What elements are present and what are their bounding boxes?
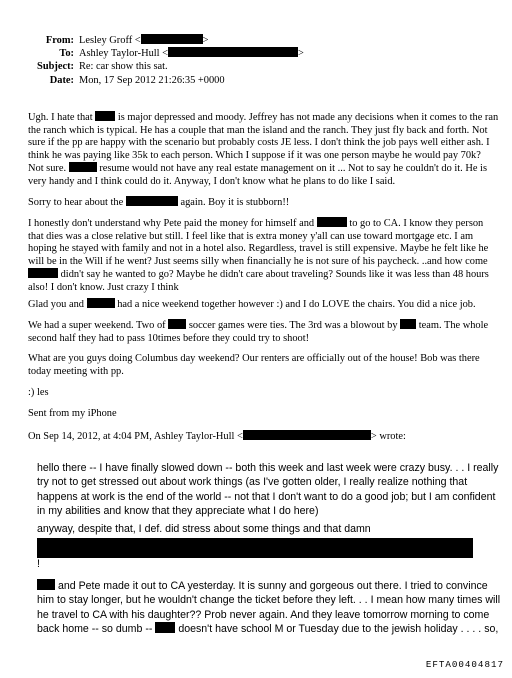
redaction-box bbox=[69, 162, 97, 172]
to-name: Ashley Taylor-Hull < bbox=[79, 48, 168, 59]
bracket: > bbox=[202, 35, 209, 46]
date-value: Mon, 17 Sep 2012 21:26:35 +0000 bbox=[79, 75, 225, 86]
text: We had a super weekend. Two of bbox=[28, 320, 166, 331]
text: again. Boy it is stubborn!! bbox=[180, 197, 290, 208]
redaction-box bbox=[95, 111, 115, 121]
sent-from-line: Sent from my iPhone bbox=[28, 408, 117, 419]
text-line: hello there -- I have finally slowed down -- both this week and last week were crazy busy. . . I really bbox=[37, 462, 499, 474]
text: doesn't have school M or Tuesday due to the jewish holiday . . . . so, bbox=[178, 623, 499, 636]
text-line bbox=[37, 579, 492, 593]
text: and Pete made it out to CA yesterday. It is sunny and gorgeous out there. I tried to convince bbox=[57, 580, 488, 592]
bates-number: EFTA00404817 bbox=[425, 659, 504, 670]
text: back home -- so dumb -- bbox=[37, 623, 153, 636]
text-line: today meeting with pp. bbox=[28, 365, 124, 377]
quoted-exclamation: ! bbox=[37, 558, 40, 570]
text-line: will be in the Will if he went? Just seems silly when financially he is not sure of his paycheck. ..and how come bbox=[28, 255, 488, 267]
text: didn't say he wanted to go? Maybe he didn't care about traveling? Sounds like it was less than 48 hours bbox=[60, 269, 489, 281]
text: had a nice weekend together however :) and I do LOVE the chairs. You did a nice job. bbox=[117, 299, 476, 310]
text-line: anyway, despite that, I def. did stress about some things and that damn bbox=[37, 523, 371, 535]
text-line bbox=[28, 268, 490, 282]
quoted-paragraph-2 bbox=[37, 522, 492, 536]
body-paragraph-6 bbox=[28, 353, 490, 378]
redaction-box bbox=[317, 217, 347, 227]
redaction-box bbox=[37, 579, 55, 590]
redaction-box bbox=[243, 430, 371, 440]
text-line: he travel to CA with his daughter?? Prob never again. And they leave tomorrow morning to come bbox=[37, 608, 490, 621]
text: to go to CA. I know they person bbox=[349, 218, 484, 229]
text: Not sure. bbox=[28, 163, 67, 175]
text-line: the ranch which is typical. He has a couple that man the island and the ranch. They just fly back and forth. Not bbox=[28, 124, 488, 136]
text-line bbox=[28, 196, 490, 210]
text-line: hoping he stayed with family and not in a hotel also. Regardless, travel is still expensive. Maybe he felt like he bbox=[28, 243, 489, 255]
from-value bbox=[79, 34, 209, 48]
date-row bbox=[0, 74, 512, 88]
date-label: Date: bbox=[49, 75, 74, 86]
to-row bbox=[0, 47, 512, 61]
text-line bbox=[28, 162, 490, 176]
text-line bbox=[28, 430, 490, 444]
redaction-box bbox=[168, 319, 186, 329]
text-line bbox=[28, 319, 490, 333]
text-line: try not to get stressed out about work things (as I've gotten older, I really realize nothing that bbox=[37, 476, 468, 489]
body-paragraph-2 bbox=[28, 196, 490, 210]
text-line: in my abilities and know that they appreciate what I do here) bbox=[37, 505, 319, 518]
text: Ugh. I hate that bbox=[28, 112, 93, 123]
text-line: happens at work is the end of the world -- not that I don't want to do a good job; but I am confident bbox=[37, 490, 496, 503]
text-line bbox=[28, 217, 490, 231]
text-line: very handy and I think could do it. Anyway, I don't know what he plans to do like I said. bbox=[28, 175, 396, 187]
body-paragraph-4 bbox=[28, 298, 490, 312]
text: soccer games were ties. The 3rd was a blowout by bbox=[188, 320, 398, 331]
text-line: that dies was a close relative but still. I feel like that is extra money y'all can use toward mortgage etc. I am bbox=[28, 230, 474, 242]
redaction-box bbox=[155, 622, 175, 633]
body-paragraph-3 bbox=[28, 217, 490, 295]
text: is major depressed and moody. Jeffrey has not made any decisions when it comes to the ran bbox=[117, 112, 499, 123]
text-line: him to stay longer, but he wouldn't change the ticket before they left. . . I mean how many times will bbox=[37, 594, 501, 607]
text: resume would not have any real estate management on it ... Not to say he couldn't do it. He is bbox=[99, 163, 487, 175]
to-value bbox=[79, 47, 304, 61]
text-line: sure if the pp are happy with the scenario but probably costs JE less. I don't think the job pays well either ash. I bbox=[28, 137, 490, 149]
text-line bbox=[37, 622, 499, 636]
quote-attribution bbox=[28, 430, 490, 444]
subject-label: Subject: bbox=[37, 61, 74, 72]
subject-value: Re: car show this sat. bbox=[79, 61, 168, 72]
from-row bbox=[0, 34, 512, 48]
redaction-box bbox=[400, 319, 416, 329]
text-line bbox=[28, 111, 499, 125]
quoted-paragraph-3 bbox=[37, 579, 501, 637]
text: Sorry to hear about the bbox=[28, 197, 124, 208]
signature: :) les bbox=[28, 387, 49, 398]
redaction-block bbox=[37, 538, 473, 558]
text-line: What are you guys doing Columbus day weekend? Our renters are officially out of the house! Bob was there bbox=[28, 353, 480, 364]
body-paragraph-1 bbox=[28, 111, 499, 189]
text: I honestly don't understand why Pete paid the money for himself and bbox=[28, 218, 315, 229]
email-header bbox=[0, 34, 512, 92]
text: > wrote: bbox=[370, 431, 406, 442]
from-name: Lesley Groff < bbox=[79, 35, 141, 46]
redaction-box bbox=[28, 268, 58, 278]
redaction-box bbox=[87, 298, 115, 308]
subject-row bbox=[0, 60, 512, 74]
text-line bbox=[28, 298, 490, 312]
bracket: > bbox=[298, 48, 304, 59]
body-paragraph-5 bbox=[28, 319, 490, 345]
text: On Sep 14, 2012, at 4:04 PM, Ashley Taylor-Hull < bbox=[28, 431, 243, 442]
redaction-box bbox=[126, 196, 178, 206]
text-line: second half they had to pass 10times before they could try to shoot! bbox=[28, 332, 310, 344]
text-line: think he was paying like 35k to each person. Which I suppose if it was one person maybe he would pay 70k? bbox=[28, 149, 481, 161]
quoted-paragraph-1 bbox=[37, 461, 499, 519]
text: Glad you and bbox=[28, 299, 84, 310]
text: team. The whole bbox=[418, 320, 489, 331]
redaction-box bbox=[168, 47, 298, 57]
to-label: To: bbox=[59, 48, 74, 59]
text-line: also! I don't know. Just crazy I think bbox=[28, 281, 179, 293]
redaction-box bbox=[141, 34, 203, 44]
from-label: From: bbox=[45, 35, 74, 46]
